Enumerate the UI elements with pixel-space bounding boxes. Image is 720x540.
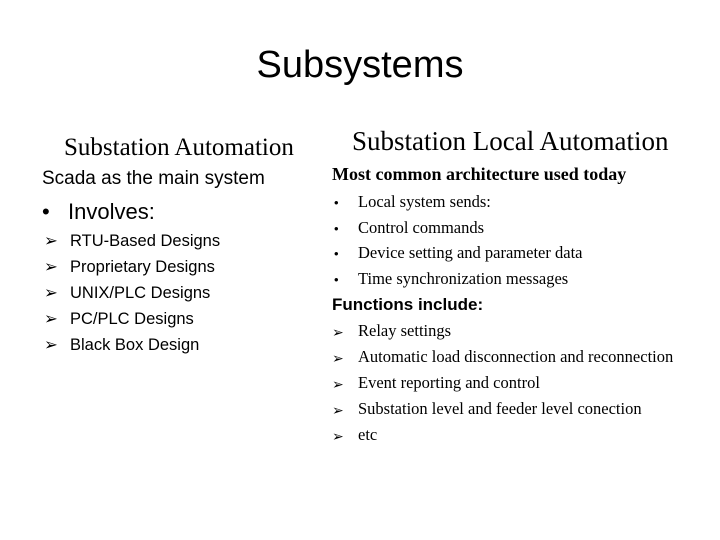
list-item: [332, 372, 698, 394]
arrow-bullet-icon: ➢: [332, 376, 344, 392]
list-item-label: etc: [358, 425, 378, 444]
arrow-bullet-icon: ➢: [332, 350, 344, 366]
arrow-bullet-icon: ➢: [44, 284, 58, 302]
list-item-label: Local system sends:: [358, 192, 491, 211]
list-item: [44, 309, 220, 335]
list-item-label: Control commands: [358, 217, 485, 237]
bullet-icon: •: [334, 195, 339, 210]
arrow-bullet-icon: ➢: [332, 402, 344, 418]
list-item: [332, 398, 698, 420]
arrow-bullet-icon: ➢: [332, 428, 344, 444]
functions-list: [332, 320, 698, 450]
list-item-label: Event reporting and control: [358, 373, 540, 392]
list-item-label: Substation level and feeder level conection: [358, 399, 642, 418]
list-item-label: UNIX/PLC Designs: [70, 284, 211, 302]
list-item: [44, 335, 220, 361]
involves-label: Involves:: [68, 199, 155, 224]
list-item: [44, 231, 220, 257]
left-column-heading: Substation Automation: [64, 134, 294, 161]
arrow-bullet-icon: ➢: [44, 336, 58, 354]
list-item: [332, 346, 698, 368]
list-item: [334, 243, 582, 269]
arrow-bullet-icon: ➢: [44, 310, 58, 328]
functions-label: Functions include:: [332, 295, 484, 314]
local-system-sends-list: [334, 192, 582, 295]
list-item: [334, 269, 582, 295]
right-column-heading: Substation Local Automation: [352, 126, 669, 156]
arrow-bullet-icon: ➢: [44, 232, 58, 250]
arrow-bullet-icon: ➢: [44, 258, 58, 276]
list-item: [334, 192, 582, 218]
arrow-bullet-icon: ➢: [332, 324, 344, 340]
list-item-label: Time synchronization messages: [358, 269, 569, 289]
bullet-icon: •: [334, 246, 339, 262]
right-column-subheading: Most common architecture used today: [332, 164, 627, 184]
list-item: [332, 320, 698, 342]
list-item-label: PC/PLC Designs: [70, 310, 194, 328]
left-design-list: [44, 231, 220, 361]
list-item-label: Relay settings: [358, 321, 452, 340]
bullet-icon: •: [334, 220, 339, 236]
slide-title: Subsystems: [256, 44, 464, 86]
list-item: [44, 283, 220, 309]
list-item-label: Device setting and parameter data: [358, 243, 583, 263]
involves-bullet: [42, 199, 155, 225]
list-item: [332, 424, 698, 446]
list-item-label: RTU-Based Designs: [70, 232, 221, 250]
left-column-subheading: Scada as the main system: [42, 168, 265, 189]
list-item: [44, 257, 220, 283]
list-item: [334, 218, 582, 244]
bullet-icon: •: [42, 199, 50, 224]
bullet-icon: •: [334, 272, 339, 288]
list-item-label: Black Box Design: [70, 336, 200, 354]
list-item-label: Proprietary Designs: [70, 258, 215, 276]
list-item-label: Automatic load disconnection and reconnection: [358, 347, 674, 366]
